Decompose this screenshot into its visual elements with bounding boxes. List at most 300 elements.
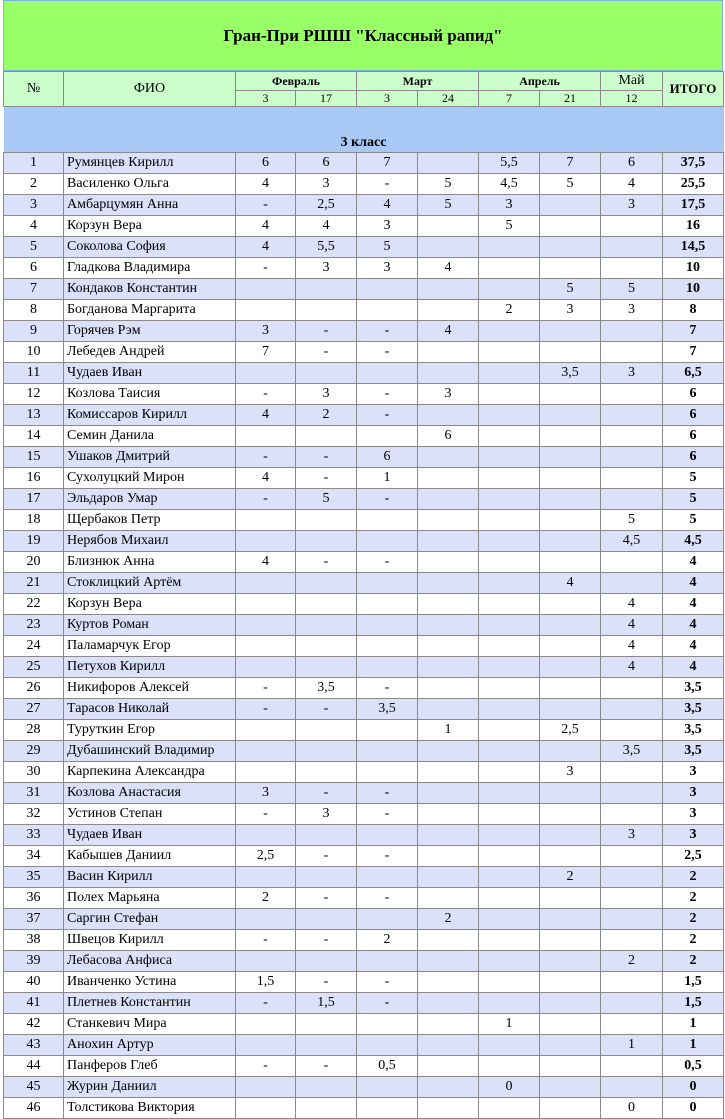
total-cell: 3 bbox=[663, 825, 724, 846]
table-row bbox=[4, 909, 724, 930]
row-number: 4 bbox=[4, 216, 64, 237]
total-cell: 37,5 bbox=[663, 153, 724, 174]
score-cell: - bbox=[296, 468, 357, 489]
total-cell: 4 bbox=[663, 552, 724, 573]
score-cell bbox=[418, 1098, 479, 1119]
score-cell bbox=[236, 951, 296, 972]
score-cell bbox=[418, 1014, 479, 1035]
player-name: Богданова Маргарита bbox=[64, 300, 236, 321]
score-cell: 5 bbox=[479, 216, 540, 237]
score-cell: 6 bbox=[601, 153, 663, 174]
score-cell bbox=[601, 804, 663, 825]
score-cell: - bbox=[357, 489, 418, 510]
table-row bbox=[4, 951, 724, 972]
score-cell bbox=[357, 657, 418, 678]
score-cell: 4 bbox=[540, 573, 601, 594]
total-cell: 14,5 bbox=[663, 237, 724, 258]
score-cell bbox=[540, 615, 601, 636]
score-cell bbox=[540, 321, 601, 342]
score-cell bbox=[479, 279, 540, 300]
score-cell: - bbox=[296, 321, 357, 342]
score-cell: - bbox=[296, 552, 357, 573]
player-name: Толстикова Виктория bbox=[64, 1098, 236, 1119]
total-cell: 2 bbox=[663, 909, 724, 930]
score-cell: 2 bbox=[296, 405, 357, 426]
row-number: 43 bbox=[4, 1035, 64, 1056]
row-number: 42 bbox=[4, 1014, 64, 1035]
score-cell bbox=[418, 573, 479, 594]
row-number: 11 bbox=[4, 363, 64, 384]
score-cell bbox=[540, 993, 601, 1014]
score-cell bbox=[418, 762, 479, 783]
score-cell: 4 bbox=[236, 174, 296, 195]
score-cell: 2,5 bbox=[236, 846, 296, 867]
total-cell: 4 bbox=[663, 615, 724, 636]
score-cell: 3,5 bbox=[540, 363, 601, 384]
score-cell bbox=[296, 300, 357, 321]
score-cell bbox=[601, 783, 663, 804]
total-cell: 3 bbox=[663, 783, 724, 804]
score-cell bbox=[418, 930, 479, 951]
score-cell: 0,5 bbox=[357, 1056, 418, 1077]
row-number: 6 bbox=[4, 258, 64, 279]
score-cell bbox=[418, 699, 479, 720]
score-cell bbox=[479, 468, 540, 489]
score-cell bbox=[601, 258, 663, 279]
header-day: 21 bbox=[540, 91, 601, 107]
score-cell bbox=[601, 216, 663, 237]
score-cell bbox=[601, 426, 663, 447]
score-cell bbox=[236, 909, 296, 930]
score-cell bbox=[418, 594, 479, 615]
score-cell: 4 bbox=[601, 594, 663, 615]
score-cell bbox=[357, 279, 418, 300]
table-row bbox=[4, 216, 724, 237]
total-cell: 5 bbox=[663, 510, 724, 531]
score-cell bbox=[357, 951, 418, 972]
score-cell: 3 bbox=[357, 216, 418, 237]
score-cell: 1,5 bbox=[236, 972, 296, 993]
score-cell bbox=[418, 153, 479, 174]
score-cell bbox=[479, 678, 540, 699]
total-cell: 8 bbox=[663, 300, 724, 321]
score-cell: 3 bbox=[479, 195, 540, 216]
score-cell bbox=[236, 1077, 296, 1098]
player-name: Комиссаров Кирилл bbox=[64, 405, 236, 426]
score-cell bbox=[479, 405, 540, 426]
score-cell: 6 bbox=[418, 426, 479, 447]
score-cell bbox=[357, 909, 418, 930]
total-cell: 10 bbox=[663, 279, 724, 300]
total-cell: 17,5 bbox=[663, 195, 724, 216]
score-cell bbox=[479, 1056, 540, 1077]
score-cell: 5,5 bbox=[479, 153, 540, 174]
score-cell: 6 bbox=[236, 153, 296, 174]
player-name: Эльдаров Умар bbox=[64, 489, 236, 510]
score-cell bbox=[479, 426, 540, 447]
score-cell bbox=[540, 741, 601, 762]
row-number: 14 bbox=[4, 426, 64, 447]
score-cell bbox=[479, 258, 540, 279]
table-row bbox=[4, 1077, 724, 1098]
score-cell bbox=[296, 531, 357, 552]
table-row bbox=[4, 1098, 724, 1119]
score-cell bbox=[540, 678, 601, 699]
header-day: 3 bbox=[357, 91, 418, 107]
table-row bbox=[4, 972, 724, 993]
score-cell: - bbox=[357, 405, 418, 426]
score-cell bbox=[357, 426, 418, 447]
player-name: Ушаков Дмитрий bbox=[64, 447, 236, 468]
score-cell: 1 bbox=[418, 720, 479, 741]
table-row bbox=[4, 447, 724, 468]
row-number: 40 bbox=[4, 972, 64, 993]
score-cell: - bbox=[296, 447, 357, 468]
table-row bbox=[4, 153, 724, 174]
score-cell bbox=[479, 237, 540, 258]
player-name: Кабышев Даниил bbox=[64, 846, 236, 867]
score-cell: - bbox=[296, 972, 357, 993]
player-name: Румянцев Кирилл bbox=[64, 153, 236, 174]
score-cell bbox=[418, 405, 479, 426]
table-row bbox=[4, 405, 724, 426]
score-cell: - bbox=[357, 552, 418, 573]
row-number: 33 bbox=[4, 825, 64, 846]
score-cell bbox=[418, 867, 479, 888]
score-cell bbox=[601, 762, 663, 783]
score-cell bbox=[418, 300, 479, 321]
score-cell: 2,5 bbox=[540, 720, 601, 741]
row-number: 30 bbox=[4, 762, 64, 783]
table-row bbox=[4, 615, 724, 636]
score-cell bbox=[479, 867, 540, 888]
score-cell bbox=[601, 720, 663, 741]
score-cell bbox=[540, 1014, 601, 1035]
total-cell: 6 bbox=[663, 384, 724, 405]
total-cell: 3,5 bbox=[663, 741, 724, 762]
score-cell bbox=[296, 573, 357, 594]
score-cell bbox=[479, 363, 540, 384]
row-number: 10 bbox=[4, 342, 64, 363]
score-cell: - bbox=[296, 699, 357, 720]
score-cell: - bbox=[357, 678, 418, 699]
row-number: 27 bbox=[4, 699, 64, 720]
player-name: Устинов Степан bbox=[64, 804, 236, 825]
score-cell: - bbox=[236, 447, 296, 468]
score-cell bbox=[479, 720, 540, 741]
score-cell: - bbox=[357, 993, 418, 1014]
score-cell bbox=[236, 510, 296, 531]
player-name: Козлова Таисия bbox=[64, 384, 236, 405]
table-row bbox=[4, 384, 724, 405]
score-cell bbox=[479, 615, 540, 636]
score-cell bbox=[296, 909, 357, 930]
row-number: 41 bbox=[4, 993, 64, 1014]
score-cell: 3 bbox=[601, 363, 663, 384]
player-name: Никифоров Алексей bbox=[64, 678, 236, 699]
score-cell bbox=[601, 384, 663, 405]
row-number: 38 bbox=[4, 930, 64, 951]
table-row bbox=[4, 1014, 724, 1035]
score-cell bbox=[479, 657, 540, 678]
score-cell: 2,5 bbox=[296, 195, 357, 216]
score-cell bbox=[418, 993, 479, 1014]
player-name: Паламарчук Егор bbox=[64, 636, 236, 657]
total-cell: 10 bbox=[663, 258, 724, 279]
score-cell bbox=[357, 300, 418, 321]
row-number: 21 bbox=[4, 573, 64, 594]
table-row bbox=[4, 1056, 724, 1077]
score-cell: 7 bbox=[540, 153, 601, 174]
score-cell: 3 bbox=[601, 300, 663, 321]
table-body bbox=[4, 153, 724, 1119]
score-cell bbox=[236, 720, 296, 741]
score-cell bbox=[236, 531, 296, 552]
total-cell: 4,5 bbox=[663, 531, 724, 552]
score-cell bbox=[540, 1035, 601, 1056]
score-cell: 2 bbox=[601, 951, 663, 972]
score-cell: 4 bbox=[601, 636, 663, 657]
table-row bbox=[4, 573, 724, 594]
score-cell bbox=[296, 657, 357, 678]
score-cell bbox=[540, 699, 601, 720]
total-cell: 6,5 bbox=[663, 363, 724, 384]
score-cell: 4,5 bbox=[479, 174, 540, 195]
score-cell bbox=[418, 1035, 479, 1056]
score-cell: - bbox=[357, 888, 418, 909]
score-cell: 4 bbox=[357, 195, 418, 216]
row-number: 24 bbox=[4, 636, 64, 657]
total-cell: 3 bbox=[663, 804, 724, 825]
score-cell: 3 bbox=[540, 300, 601, 321]
score-cell bbox=[479, 531, 540, 552]
player-name: Туруткин Егор bbox=[64, 720, 236, 741]
score-cell bbox=[236, 867, 296, 888]
table-row bbox=[4, 867, 724, 888]
score-cell: - bbox=[357, 804, 418, 825]
score-cell bbox=[540, 552, 601, 573]
score-cell bbox=[236, 657, 296, 678]
player-name: Нерябов Михаил bbox=[64, 531, 236, 552]
score-cell: 4 bbox=[236, 237, 296, 258]
player-name: Чудаев Иван bbox=[64, 825, 236, 846]
score-cell: 3 bbox=[296, 258, 357, 279]
score-cell: 4 bbox=[296, 216, 357, 237]
table-row bbox=[4, 237, 724, 258]
spreadsheet bbox=[3, 0, 723, 1119]
row-number: 25 bbox=[4, 657, 64, 678]
header-num: № bbox=[4, 72, 64, 107]
score-cell bbox=[296, 1077, 357, 1098]
row-number: 17 bbox=[4, 489, 64, 510]
score-cell bbox=[418, 846, 479, 867]
score-cell bbox=[479, 762, 540, 783]
row-number: 23 bbox=[4, 615, 64, 636]
score-cell bbox=[540, 216, 601, 237]
score-cell bbox=[418, 531, 479, 552]
total-cell: 2 bbox=[663, 951, 724, 972]
score-cell: 5 bbox=[601, 510, 663, 531]
score-cell bbox=[236, 1098, 296, 1119]
score-cell bbox=[601, 1056, 663, 1077]
score-cell bbox=[236, 825, 296, 846]
row-number: 46 bbox=[4, 1098, 64, 1119]
score-cell bbox=[296, 741, 357, 762]
score-cell bbox=[540, 237, 601, 258]
score-cell bbox=[236, 615, 296, 636]
row-number: 37 bbox=[4, 909, 64, 930]
table-row bbox=[4, 552, 724, 573]
score-cell: 4,5 bbox=[601, 531, 663, 552]
player-name: Панферов Глеб bbox=[64, 1056, 236, 1077]
row-number: 18 bbox=[4, 510, 64, 531]
total-cell: 5 bbox=[663, 468, 724, 489]
total-cell: 2 bbox=[663, 888, 724, 909]
score-cell: - bbox=[236, 804, 296, 825]
score-cell: - bbox=[357, 342, 418, 363]
total-cell: 4 bbox=[663, 573, 724, 594]
page-title: Гран-При РШШ "Классный рапид" bbox=[3, 0, 723, 71]
score-cell: - bbox=[236, 489, 296, 510]
table-row bbox=[4, 699, 724, 720]
score-cell bbox=[479, 741, 540, 762]
score-cell bbox=[357, 636, 418, 657]
score-cell: 4 bbox=[236, 552, 296, 573]
score-cell bbox=[479, 783, 540, 804]
score-cell: 5 bbox=[357, 237, 418, 258]
table-row bbox=[4, 531, 724, 552]
score-cell bbox=[418, 447, 479, 468]
player-name: Анохин Артур bbox=[64, 1035, 236, 1056]
row-number: 13 bbox=[4, 405, 64, 426]
score-cell bbox=[236, 1014, 296, 1035]
total-cell: 6 bbox=[663, 447, 724, 468]
player-name: Щербаков Петр bbox=[64, 510, 236, 531]
player-name: Швецов Кирилл bbox=[64, 930, 236, 951]
score-cell: 3,5 bbox=[357, 699, 418, 720]
score-cell: 7 bbox=[357, 153, 418, 174]
table-row bbox=[4, 804, 724, 825]
player-name: Соколова София bbox=[64, 237, 236, 258]
score-cell: 4 bbox=[418, 258, 479, 279]
score-cell bbox=[540, 1077, 601, 1098]
total-cell: 4 bbox=[663, 657, 724, 678]
score-cell bbox=[601, 405, 663, 426]
header-month-february: Февраль bbox=[236, 72, 357, 91]
score-cell: 4 bbox=[236, 468, 296, 489]
score-cell bbox=[357, 594, 418, 615]
score-cell bbox=[601, 489, 663, 510]
score-cell bbox=[601, 867, 663, 888]
player-name: Стоклицкий Артём bbox=[64, 573, 236, 594]
score-cell bbox=[236, 762, 296, 783]
score-cell: 1 bbox=[357, 468, 418, 489]
player-name: Петухов Кирилл bbox=[64, 657, 236, 678]
score-cell bbox=[418, 636, 479, 657]
score-cell bbox=[601, 447, 663, 468]
table-row bbox=[4, 594, 724, 615]
score-cell: 2 bbox=[357, 930, 418, 951]
score-cell bbox=[418, 972, 479, 993]
table-row bbox=[4, 489, 724, 510]
score-cell bbox=[357, 510, 418, 531]
score-cell bbox=[236, 573, 296, 594]
table-row bbox=[4, 321, 724, 342]
score-cell: 5 bbox=[540, 279, 601, 300]
score-cell bbox=[540, 636, 601, 657]
score-cell bbox=[236, 594, 296, 615]
score-cell: - bbox=[296, 930, 357, 951]
score-cell bbox=[296, 867, 357, 888]
row-number: 35 bbox=[4, 867, 64, 888]
score-cell: 5 bbox=[540, 174, 601, 195]
score-cell: 3,5 bbox=[296, 678, 357, 699]
header-name: ФИО bbox=[64, 72, 236, 107]
score-cell bbox=[540, 489, 601, 510]
score-cell bbox=[296, 615, 357, 636]
row-number: 9 bbox=[4, 321, 64, 342]
score-cell bbox=[601, 846, 663, 867]
score-cell bbox=[479, 909, 540, 930]
score-cell bbox=[540, 426, 601, 447]
header-day: 3 bbox=[236, 91, 296, 107]
score-cell bbox=[418, 615, 479, 636]
score-cell bbox=[296, 951, 357, 972]
player-name: Станкевич Мира bbox=[64, 1014, 236, 1035]
score-cell: - bbox=[236, 930, 296, 951]
score-cell bbox=[540, 825, 601, 846]
table-row bbox=[4, 783, 724, 804]
score-cell bbox=[479, 489, 540, 510]
total-cell: 2 bbox=[663, 930, 724, 951]
player-name: Сухолуцкий Мирон bbox=[64, 468, 236, 489]
score-cell: 2 bbox=[479, 300, 540, 321]
score-cell: - bbox=[357, 783, 418, 804]
header-day: 17 bbox=[296, 91, 357, 107]
score-cell bbox=[418, 1056, 479, 1077]
score-cell bbox=[540, 846, 601, 867]
header-total: ИТОГО bbox=[663, 72, 724, 107]
score-cell: 1 bbox=[601, 1035, 663, 1056]
player-name: Василенко Ольга bbox=[64, 174, 236, 195]
total-cell: 7 bbox=[663, 321, 724, 342]
player-name: Саргин Стефан bbox=[64, 909, 236, 930]
player-name: Семин Данила bbox=[64, 426, 236, 447]
player-name: Васин Кирилл bbox=[64, 867, 236, 888]
total-cell: 3,5 bbox=[663, 720, 724, 741]
score-cell bbox=[601, 993, 663, 1014]
table-row bbox=[4, 993, 724, 1014]
row-number: 26 bbox=[4, 678, 64, 699]
player-name: Козлова Анастасия bbox=[64, 783, 236, 804]
score-cell bbox=[540, 594, 601, 615]
row-number: 19 bbox=[4, 531, 64, 552]
total-cell: 4 bbox=[663, 636, 724, 657]
score-cell bbox=[296, 426, 357, 447]
score-cell: 4 bbox=[418, 321, 479, 342]
score-cell bbox=[296, 279, 357, 300]
score-cell: 3 bbox=[540, 762, 601, 783]
score-cell: 3 bbox=[236, 783, 296, 804]
score-cell bbox=[296, 636, 357, 657]
score-cell bbox=[357, 825, 418, 846]
score-cell bbox=[540, 405, 601, 426]
table-row bbox=[4, 195, 724, 216]
score-cell bbox=[236, 636, 296, 657]
score-cell bbox=[418, 342, 479, 363]
score-cell bbox=[357, 867, 418, 888]
total-cell: 6 bbox=[663, 426, 724, 447]
